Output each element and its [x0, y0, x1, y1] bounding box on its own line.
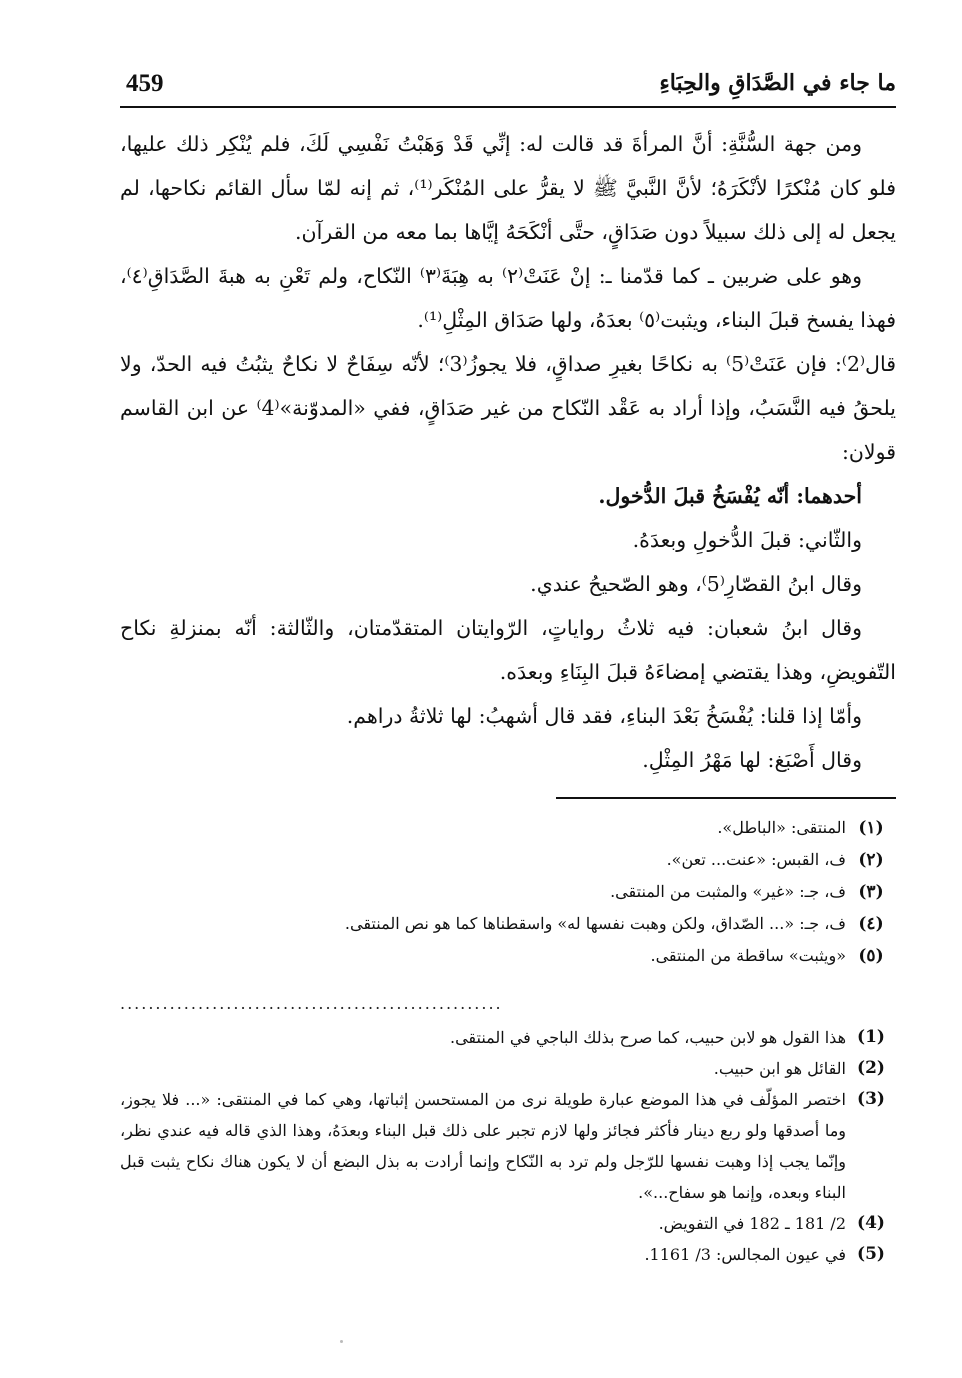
- footnote-text: المنتقى: «الباطل».: [717, 818, 846, 837]
- footnote-number: (٥): [858, 946, 884, 966]
- footnote-text: «ويثبت» ساقطة من المنتقى.: [650, 946, 846, 965]
- paragraph: أحدهما: أنّه يُفْسَخُ قبلَ الدُّخول.: [598, 484, 862, 508]
- page-number: 459: [126, 70, 164, 97]
- footnote-text: ف، جـ: «غير» والمثبت من المنتقى.: [610, 882, 846, 901]
- dotted-separator: ......................................................: [120, 994, 503, 1013]
- paragraph: ومن جهة السُّنَّةِ: أنَّ المرأةَ قد قالت له: إنِّي قَدْ وَهَبْتُ نَفْسِي لَكَ، فلم يُنْكِر ذلك عليها، فلو كان مُنْكرًا لأنْكَرَهُ؛ لأنَّ النَّبيَّ ﷺ لا يقرُّ على المُنْكَر⁽¹⁾، ثم إنه لمّا سأل القائم نكاحها، لم يجعل له إلى ذلك سبيلاً دون صَدَاقٍ، حتَّى أنْكَحَهُ إيَّاها بما معه من القرآن.: [120, 132, 896, 244]
- footnote-text: ف، القبس: «عنت... تعن».: [666, 850, 846, 869]
- footnote-text: القائل هو ابن حبيب.: [713, 1059, 846, 1078]
- paragraph: وقال أَصْبَغ: لها مَهْرُ المِثْلِ.: [642, 748, 862, 772]
- footnote-item: [120, 940, 896, 972]
- paragraph: وقال ابنُ شعبان: فيه ثلاثُ رواياتٍ، الرّوايتان المتقدّمتان، والثّالثة: أنّه بمنزلةِ نكاح التّفويضِ، وهذا يقتضي إمضاءَهُ قبلَ البِنَاءِ وبعدَه.: [120, 616, 896, 684]
- footnote-rule: [556, 797, 896, 799]
- footnote-number: (4): [857, 1213, 885, 1233]
- paragraph: وأمّا إذا قلنا: يُفْسَخُ بَعْدَ البناءِ، فقد قال أشهبُ: لها ثلاثةُ دراهم.: [346, 704, 862, 728]
- page-header: [120, 70, 896, 104]
- footnote-item: [120, 1084, 896, 1208]
- paragraph: قال⁽2⁾: فإن عَنَتْ⁽5⁾ به نكاحًا بغيرِ صداقٍ، فلا يجوزُ⁽3⁾؛ لأنّه سِفَاحٌ لا نكاحٌ يثبُتُ فيه الحدّ، ولا يلحقُ فيه النَّسَبُ، وإذا أراد به عَقْد النّكاح من غير صَدَاقٍ، ففي «المدوّنة»⁽4⁾ عن ابن القاسم قولان:: [120, 352, 896, 464]
- footnote-text: ف، جـ: «... الصّداق، ولكن وهبت نفسها له» واسقطناها كما هو نص المنتقى.: [344, 914, 846, 933]
- footnote-text: هذا القول هو لابن حبيب، كما صرح بذلك الباجي في المنتقى.: [450, 1028, 846, 1047]
- header-rule: [120, 106, 896, 108]
- footnote-item: [120, 844, 896, 876]
- footnote-text: في عيون المجالس: 3/ 1161.: [644, 1245, 846, 1264]
- footnote-text: 2/ 181 ـ 182 في التفويض.: [658, 1214, 846, 1233]
- footnote-number: (٣): [858, 882, 884, 902]
- footnote-text: اختصر المؤلّف في هذا الموضع عبارة طويلة نرى من المستحسن إثباتها، وهي كما في المنتقى: «... فلا يجوز، وما أصدقها ولو ربع دينار فأكثر فجائز ولها لازم تجبر على ذلك قبل البناء وبعدَهُ، وهذا الذي قاله فيه عندي نظر، وإنّما يجب إذا وهبت نفسها للرّجل ولم ترد به النّكاح وإنما أرادت به بذل البضع أن لا يكون هناك نكاح يثبت قبل البناء وبعده، وإنما هو سفاح...».: [120, 1090, 846, 1202]
- footnote-item: [120, 812, 896, 844]
- paragraph: والثّاني: قبلَ الدُّخولِ وبعدَهُ.: [632, 528, 862, 552]
- footnote-item: [120, 1053, 896, 1084]
- author-footnotes: [120, 1022, 896, 1270]
- editor-footnotes: [120, 812, 896, 972]
- scan-speck: [340, 1340, 343, 1343]
- main-text: [120, 122, 896, 782]
- footnote-number: (٢): [858, 850, 884, 870]
- footnote-number: (5): [857, 1244, 885, 1264]
- footnote-number: (٤): [858, 914, 884, 934]
- footnote-number: (١): [858, 818, 884, 838]
- footnote-item: [120, 1208, 896, 1239]
- footnote-number: (2): [857, 1058, 885, 1078]
- paragraph: وهو على ضربين ـ كما قدّمنا ـ: إنْ عَنَتْ⁽٢⁾ به هِبَةَ⁽٣⁾ النّكاح، ولم تَعْنِ به هبةَ الصَّدَاقِ⁽٤⁾، فهذا يفسخ قبلَ البناء، ويثبت⁽٥⁾ بعدَهُ، ولها صَدَاق المِثْلِ⁽¹⁾.: [120, 264, 896, 332]
- footnote-item: [120, 1022, 896, 1053]
- footnote-number: (3): [857, 1089, 885, 1109]
- footnote-item: [120, 876, 896, 908]
- footnote-number: (1): [857, 1027, 885, 1047]
- running-title: ما جاء في الصَّدَاقِ والحِبَاءِ: [659, 70, 896, 96]
- footnote-item: [120, 1239, 896, 1270]
- paragraph: وقال ابنُ القصّارِ⁽5⁾، وهو الصّحيحُ عندي.: [530, 572, 862, 596]
- footnote-item: [120, 908, 896, 940]
